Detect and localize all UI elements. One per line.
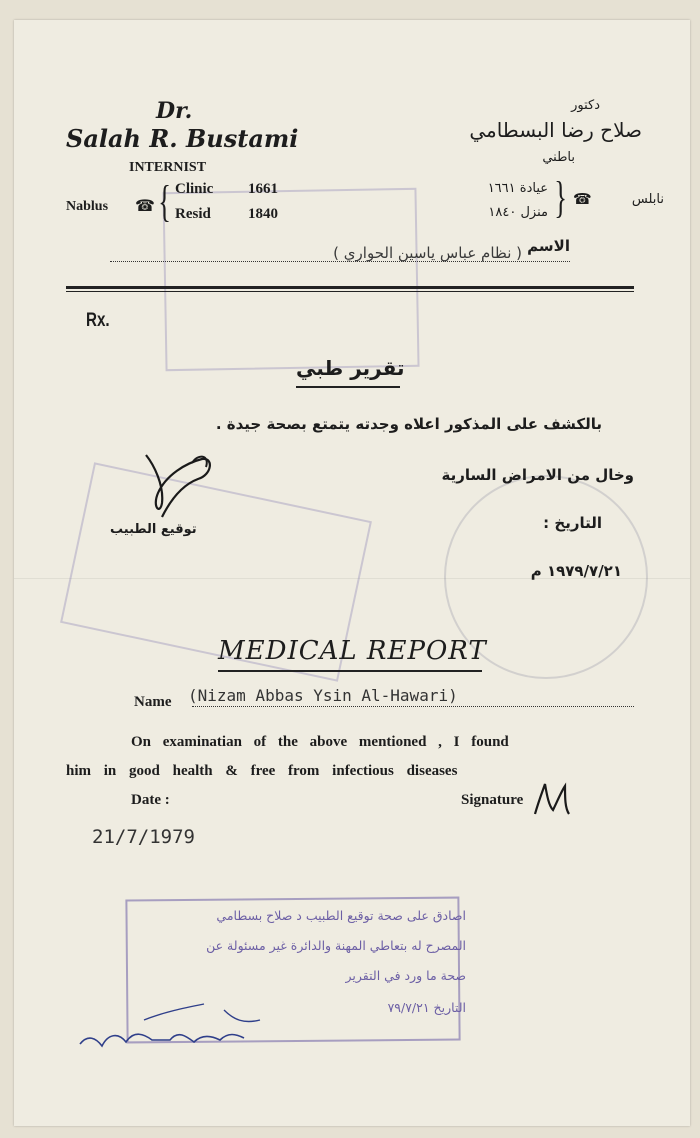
letterhead-dr: Dr. (156, 98, 193, 124)
letterhead-ar-clinic: عيادة ١٦٦١ (487, 181, 548, 196)
arabic-name-value: ( نظام عباس ياسين الحواري ) (333, 244, 522, 262)
stamp-line4: التاريخ ٧٩/٧/٢١ (387, 1000, 466, 1015)
english-name-value: (Nizam Abbas Ysin Al-Hawari) (188, 686, 458, 705)
arabic-signature-label: توقيع الطبيب (110, 522, 197, 537)
telephone-icon-ar: ☎ (573, 190, 592, 208)
arabic-report-line2: وخال من الامراض السارية (441, 466, 634, 484)
brace-icon-ar: } (554, 173, 567, 222)
arabic-date-value: ١٩٧٩/٧/٢١ م (530, 562, 622, 580)
resid-label: Resid (175, 206, 211, 222)
english-title-underline (218, 670, 482, 672)
english-date-value: 21/7/1979 (92, 826, 195, 848)
english-name-label: Name (134, 694, 172, 710)
brace-icon: { (158, 177, 171, 226)
doctor-signature-upper (134, 445, 224, 525)
arabic-name-label: الاسم (527, 237, 570, 255)
arabic-title-underline (296, 386, 400, 388)
letterhead-ar-title: دكتور (571, 98, 600, 113)
english-report-line1: On examinatian of the above mentioned , I found (131, 734, 509, 750)
english-report-title: MEDICAL REPORT (218, 636, 487, 666)
telephone-icon: ☎ (135, 196, 155, 215)
english-report-line2: him in good health & free from infectious diseases (66, 763, 458, 779)
stamp-line1: اصادق على صحة توقيع الطبيب د صلاح بسطامي (216, 908, 466, 923)
letterhead-specialty: INTERNIST (129, 160, 207, 175)
stamp-line3: صحة ما ورد في التقرير (345, 968, 466, 983)
arabic-date-label: التاريخ : (543, 514, 602, 532)
header-rule-thin (66, 291, 634, 292)
header-rule-thick (66, 286, 634, 289)
doctor-signature-lower (529, 780, 579, 820)
letterhead-ar-home: منزل ١٨٤٠ (488, 205, 548, 220)
letterhead-ar-name: صلاح رضا البسطامي (469, 118, 642, 142)
arabic-report-title: تقرير طبي (296, 356, 405, 380)
clinic-label: Clinic (175, 181, 214, 197)
english-date-label: Date : (131, 792, 170, 808)
letterhead-name: Salah R. Bustami (66, 124, 299, 153)
letterhead-city: Nablus (66, 199, 109, 214)
rx-symbol: Rx. (86, 310, 110, 331)
letterhead-ar-city: نابلس (631, 192, 664, 207)
english-name-dotted-line (192, 706, 634, 707)
stamp-line2: المصرح له بتعاطي المهنة والدائرة غير مسئولة عن (206, 938, 466, 953)
official-handwritten-signature (74, 990, 284, 1060)
document-sheet (14, 20, 690, 1126)
english-signature-label: Signature (461, 792, 524, 808)
resid-number: 1840 (248, 206, 278, 222)
letterhead-ar-specialty: باطني (542, 150, 575, 165)
clinic-number: 1661 (248, 181, 278, 197)
arabic-report-line1: بالكشف على المذكور اعلاه وجدته يتمتع بصحة جيدة . (215, 415, 602, 433)
